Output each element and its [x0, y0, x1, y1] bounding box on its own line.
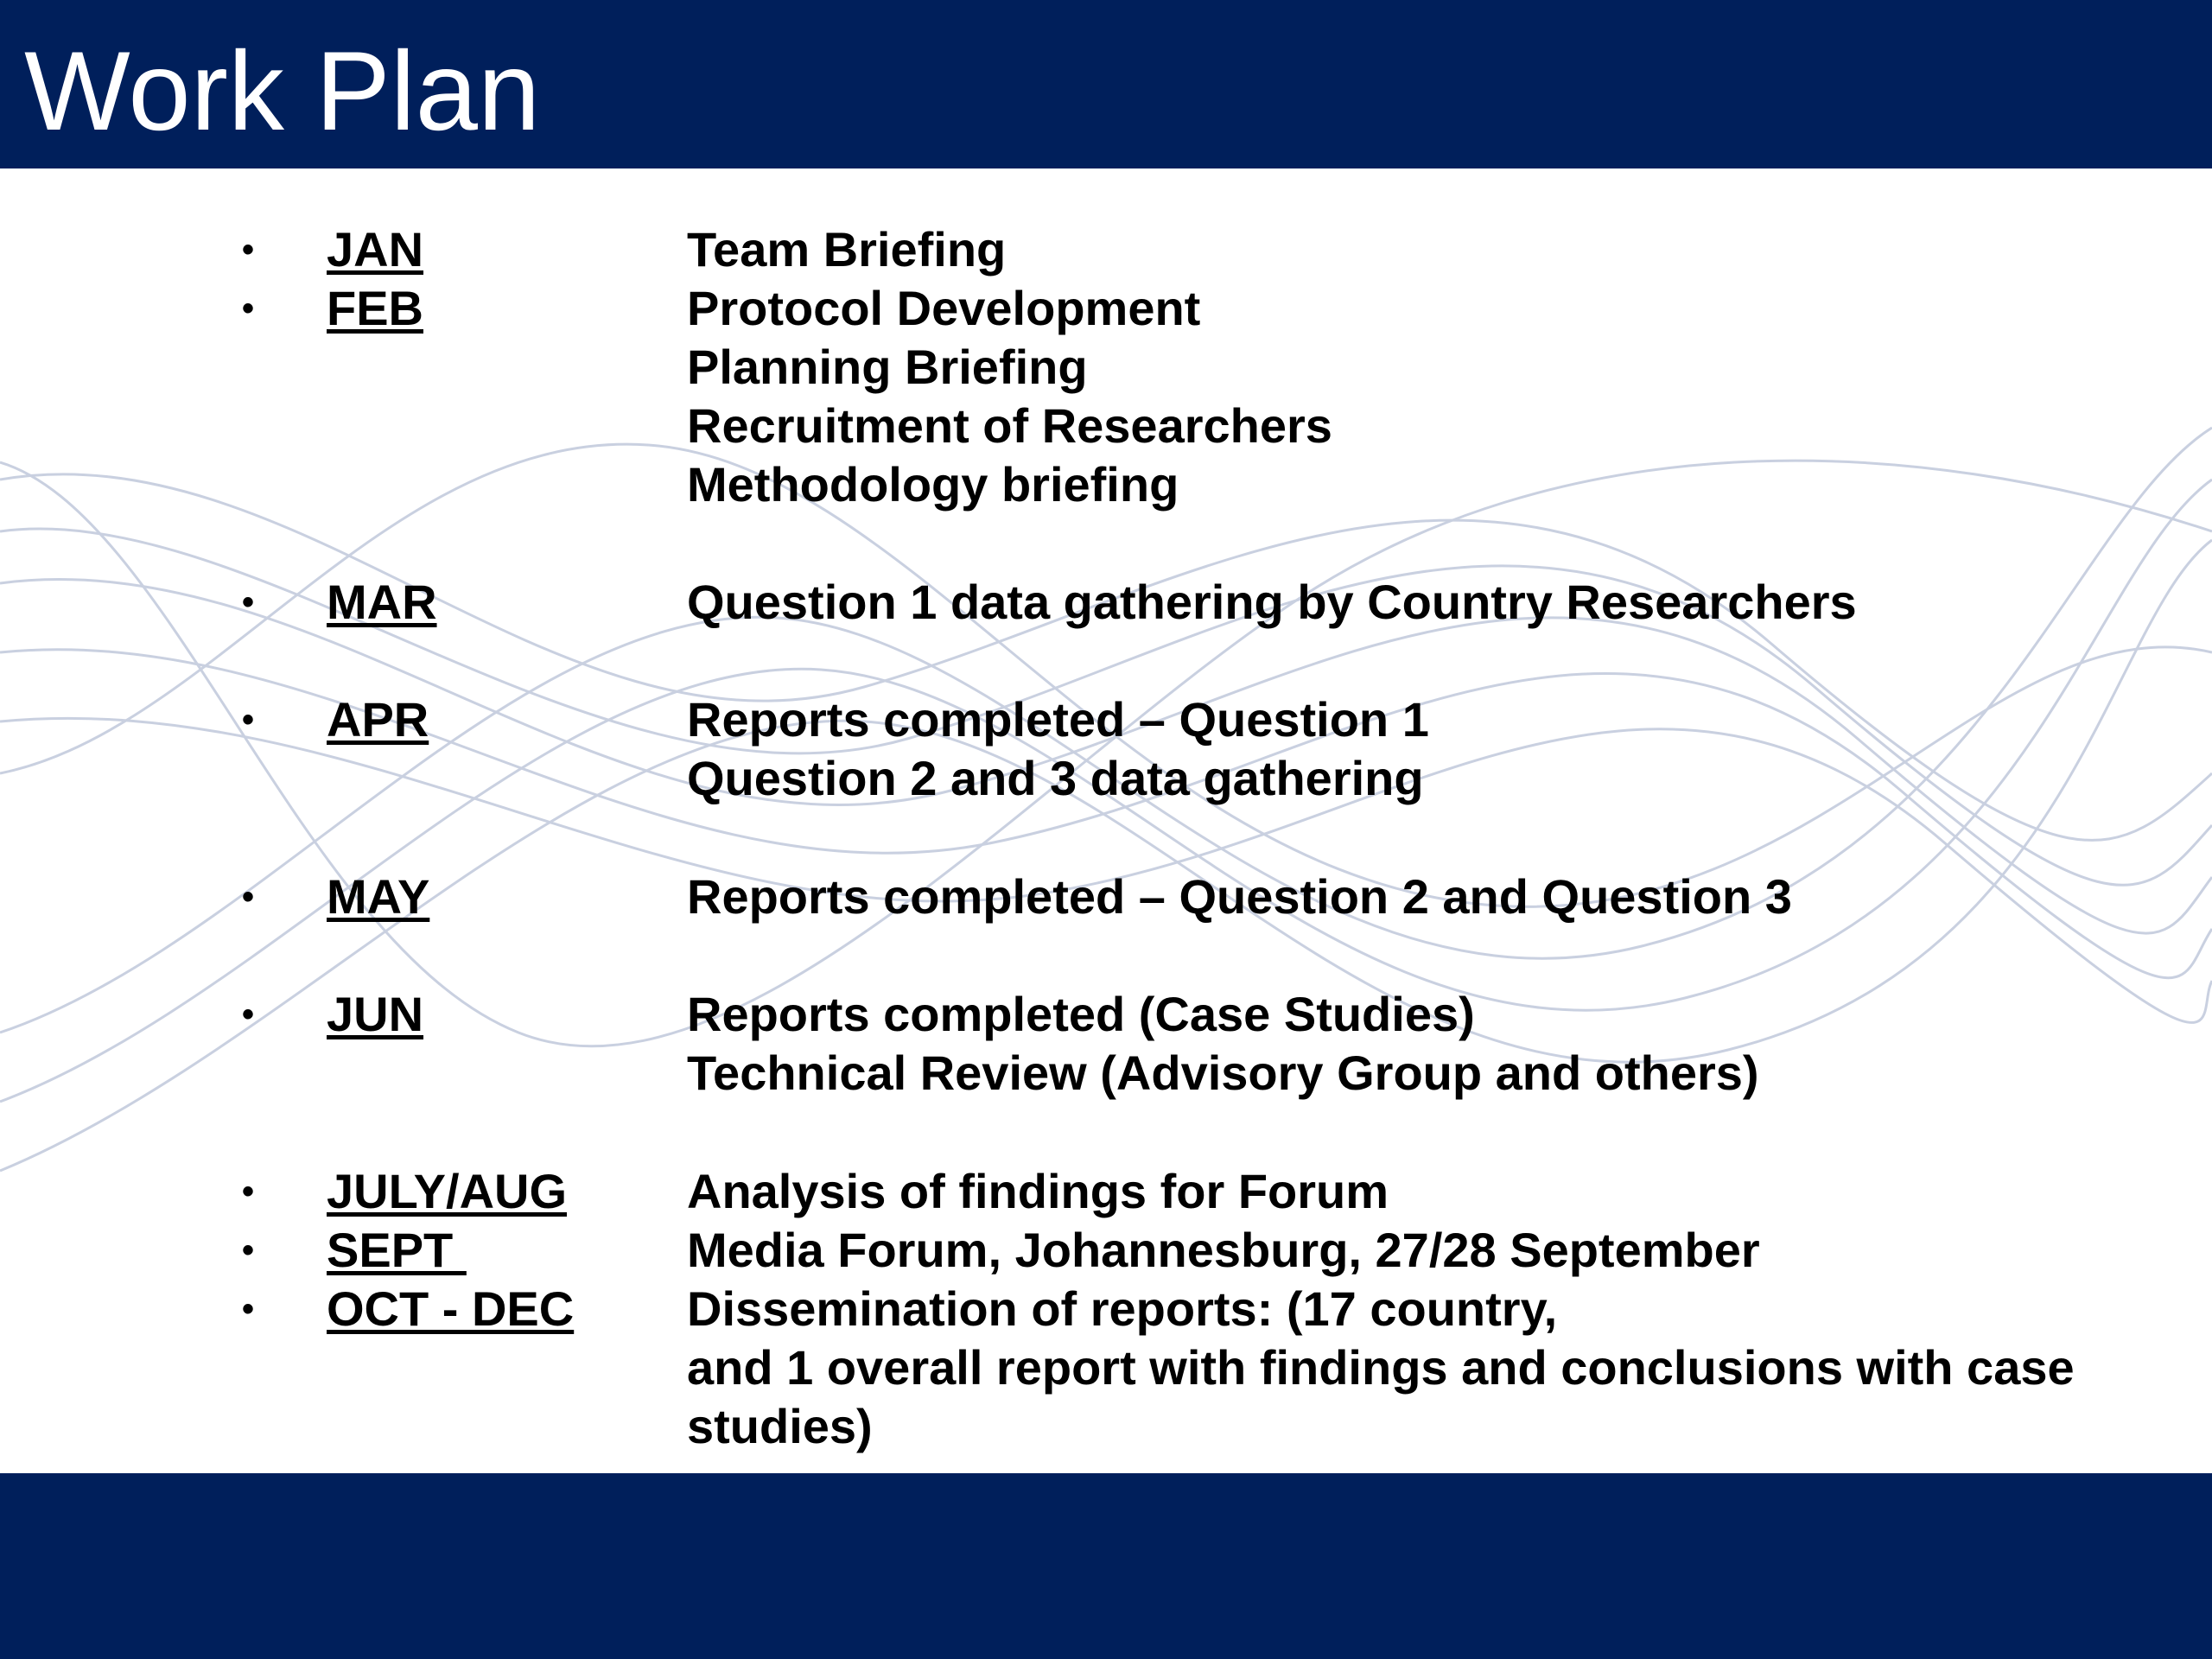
task: Analysis of findings for Forum — [687, 1164, 1389, 1218]
task: Recruitment of Researchers — [687, 398, 1332, 453]
task: Media Forum, Johannesburg, 27/28 September — [687, 1223, 1760, 1277]
month-label: FEB — [327, 281, 423, 335]
month-label: MAY — [327, 869, 430, 924]
task-list — [687, 1162, 2156, 1221]
slide-title: Work Plan — [24, 28, 541, 154]
month-label: JUN — [327, 987, 424, 1041]
title-bar — [0, 0, 2212, 168]
task-list — [687, 573, 2156, 632]
month-label: JULY/AUG — [327, 1164, 568, 1218]
task: Dissemination of reports: (17 country, — [687, 1281, 1558, 1336]
month-label: OCT - DEC — [327, 1281, 575, 1336]
month-label: APR — [327, 692, 429, 747]
task: Question 1 data gathering by Country Researchers — [687, 575, 1857, 629]
task: Technical Review (Advisory Group and others) — [687, 1046, 1759, 1100]
bullet-icon: • — [242, 231, 255, 269]
task-list — [687, 1280, 2156, 1456]
task-list — [687, 1221, 2156, 1280]
bullet-icon: • — [242, 878, 255, 916]
bullet-icon: • — [242, 1173, 255, 1211]
task: Reports completed (Case Studies) — [687, 987, 1475, 1041]
bullet-icon: • — [242, 995, 255, 1033]
task-list — [687, 220, 2156, 279]
task: Reports completed – Question 1 — [687, 692, 1429, 747]
task: and 1 overall report with findings and conclusions with case studies) — [687, 1340, 2075, 1453]
task: Reports completed – Question 2 and Question 3 — [687, 869, 1792, 924]
task: Planning Briefing — [687, 340, 1088, 394]
task-list — [687, 279, 2156, 514]
task: Question 2 and 3 data gathering — [687, 751, 1424, 805]
bullet-icon: • — [242, 289, 255, 327]
bullet-icon: • — [242, 1231, 255, 1269]
bullet-icon: • — [242, 701, 255, 739]
task: Methodology briefing — [687, 457, 1179, 512]
task: Team Briefing — [687, 222, 1007, 276]
task-list — [687, 985, 2156, 1103]
month-label: SEPT — [327, 1223, 467, 1277]
month-label: MAR — [327, 575, 437, 629]
task-list — [687, 690, 2156, 808]
task-list — [687, 868, 2156, 926]
footer-bar — [0, 1473, 2212, 1659]
bullet-icon: • — [242, 1290, 255, 1328]
task: Protocol Development — [687, 281, 1201, 335]
bullet-icon: • — [242, 583, 255, 621]
month-label: JAN — [327, 222, 424, 276]
